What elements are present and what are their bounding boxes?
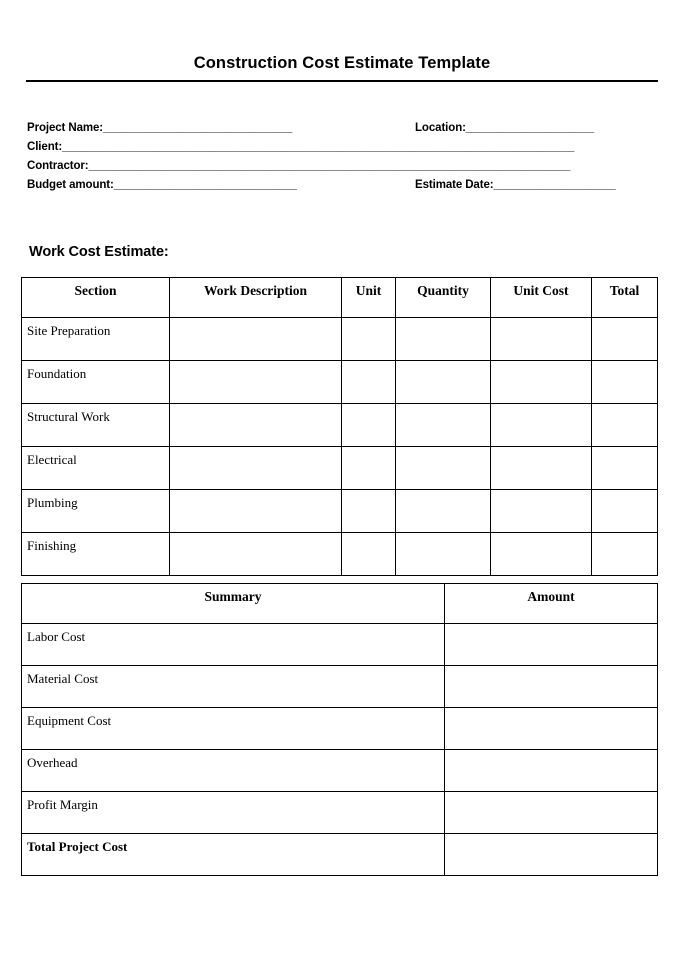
cell-summary-label: Profit Margin xyxy=(22,792,445,834)
table-row xyxy=(22,708,658,750)
form-row-project-location xyxy=(27,122,652,141)
column-header-section: Section xyxy=(22,278,170,318)
cell-quantity[interactable] xyxy=(396,404,491,447)
estimate-date-field[interactable] xyxy=(415,179,655,191)
cell-work-description[interactable] xyxy=(170,318,342,361)
location-label: Location: xyxy=(415,122,466,134)
cell-quantity[interactable] xyxy=(396,447,491,490)
project-name-label: Project Name: xyxy=(27,122,104,134)
location-field[interactable] xyxy=(415,122,655,134)
cell-total[interactable] xyxy=(592,490,658,533)
cell-unit-cost[interactable] xyxy=(491,447,592,490)
cell-total[interactable] xyxy=(592,318,658,361)
cell-summary-label: Equipment Cost xyxy=(22,708,445,750)
summary-table xyxy=(21,583,658,876)
table-row xyxy=(22,750,658,792)
cell-work-description[interactable] xyxy=(170,490,342,533)
cell-unit-cost[interactable] xyxy=(491,533,592,576)
work-cost-estimate-table xyxy=(21,277,658,576)
table-row xyxy=(22,834,658,876)
cell-section: Electrical xyxy=(22,447,170,490)
table-row xyxy=(22,490,658,533)
budget-amount-input-line[interactable]: ______________________________ xyxy=(113,179,297,191)
table-row xyxy=(22,624,658,666)
form-row-budget-date xyxy=(27,179,652,198)
table-row xyxy=(22,792,658,834)
cell-quantity[interactable] xyxy=(396,318,491,361)
cell-unit[interactable] xyxy=(342,447,396,490)
table-row xyxy=(22,404,658,447)
cell-section: Finishing xyxy=(22,533,170,576)
cell-amount[interactable] xyxy=(445,708,658,750)
cell-amount[interactable] xyxy=(445,792,658,834)
cell-work-description[interactable] xyxy=(170,404,342,447)
project-info-form xyxy=(27,122,652,198)
table-header-row xyxy=(22,278,658,318)
cell-total[interactable] xyxy=(592,361,658,404)
location-input-line[interactable]: _____________________ xyxy=(465,122,594,134)
project-name-field[interactable] xyxy=(27,122,367,134)
cell-quantity[interactable] xyxy=(396,533,491,576)
column-header-amount: Amount xyxy=(445,584,658,624)
title-divider xyxy=(26,80,658,82)
cell-quantity[interactable] xyxy=(396,361,491,404)
cell-unit[interactable] xyxy=(342,404,396,447)
budget-amount-field[interactable] xyxy=(27,179,367,191)
cell-total[interactable] xyxy=(592,404,658,447)
form-row-client xyxy=(27,141,652,160)
cell-amount[interactable] xyxy=(445,666,658,708)
contractor-input-line[interactable]: _______________________________________________________________________________ xyxy=(88,160,571,172)
cell-unit-cost[interactable] xyxy=(491,361,592,404)
cell-quantity[interactable] xyxy=(396,490,491,533)
estimate-date-label: Estimate Date: xyxy=(415,179,494,191)
cell-section: Site Preparation xyxy=(22,318,170,361)
table-row xyxy=(22,361,658,404)
column-header-quantity: Quantity xyxy=(396,278,491,318)
cell-unit[interactable] xyxy=(342,490,396,533)
cell-total[interactable] xyxy=(592,533,658,576)
summary-header-row xyxy=(22,584,658,624)
table-row xyxy=(22,666,658,708)
cell-unit[interactable] xyxy=(342,533,396,576)
cell-amount-total[interactable] xyxy=(445,834,658,876)
column-header-summary: Summary xyxy=(22,584,445,624)
cell-work-description[interactable] xyxy=(170,533,342,576)
cell-summary-label: Material Cost xyxy=(22,666,445,708)
estimate-date-input-line[interactable]: ____________________ xyxy=(493,179,616,191)
cell-summary-label: Overhead xyxy=(22,750,445,792)
table-row xyxy=(22,447,658,490)
cell-section: Foundation xyxy=(22,361,170,404)
cell-section: Plumbing xyxy=(22,490,170,533)
cell-unit[interactable] xyxy=(342,318,396,361)
contractor-field[interactable] xyxy=(27,160,655,172)
cell-summary-label-total: Total Project Cost xyxy=(22,834,445,876)
table-row xyxy=(22,533,658,576)
cell-unit-cost[interactable] xyxy=(491,318,592,361)
cell-work-description[interactable] xyxy=(170,361,342,404)
cell-total[interactable] xyxy=(592,447,658,490)
cell-amount[interactable] xyxy=(445,750,658,792)
table-row xyxy=(22,318,658,361)
form-row-contractor xyxy=(27,160,652,179)
cell-unit-cost[interactable] xyxy=(491,404,592,447)
client-field[interactable] xyxy=(27,141,655,153)
client-input-line[interactable]: ____________________________________________________________________________________ xyxy=(62,141,575,153)
contractor-label: Contractor: xyxy=(27,160,89,172)
cell-section: Structural Work xyxy=(22,404,170,447)
column-header-work-description: Work Description xyxy=(170,278,342,318)
column-header-unit-cost: Unit Cost xyxy=(491,278,592,318)
cell-amount[interactable] xyxy=(445,624,658,666)
cell-unit-cost[interactable] xyxy=(491,490,592,533)
cell-work-description[interactable] xyxy=(170,447,342,490)
page-title: Construction Cost Estimate Template xyxy=(193,54,491,72)
work-cost-estimate-heading: Work Cost Estimate: xyxy=(29,244,169,260)
column-header-unit: Unit xyxy=(342,278,396,318)
project-name-input-line[interactable]: _______________________________ xyxy=(103,122,293,134)
budget-amount-label: Budget amount: xyxy=(27,179,114,191)
cell-summary-label: Labor Cost xyxy=(22,624,445,666)
column-header-total: Total xyxy=(592,278,658,318)
cell-unit[interactable] xyxy=(342,361,396,404)
client-label: Client: xyxy=(27,141,63,153)
